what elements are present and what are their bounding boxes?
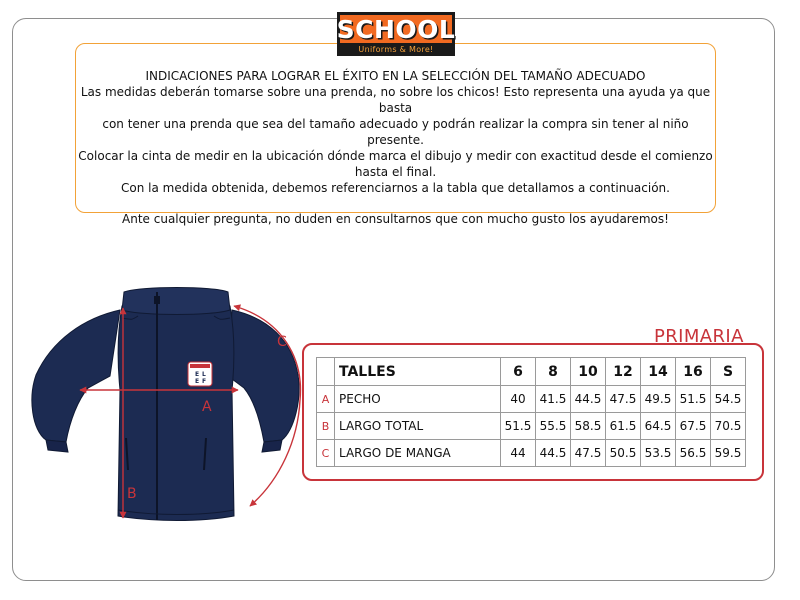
row-value: 59.5 (711, 440, 746, 467)
row-value: 44.5 (571, 386, 606, 413)
row-name: PECHO (335, 386, 501, 413)
school-logo (337, 12, 455, 56)
logo-main (337, 12, 455, 43)
instructions-line: con tener una prenda que sea del tamaño adecuado y podrán realizar la compra sin tener al niño presente. (102, 117, 689, 147)
logo-title: SCHOOL (336, 14, 456, 44)
table-row (317, 386, 746, 413)
row-value: 41.5 (536, 386, 571, 413)
label-c: C (277, 334, 287, 350)
label-b: B (127, 486, 137, 502)
jacket-diagram (22, 280, 322, 530)
row-letter: B (317, 413, 335, 440)
row-value: 49.5 (641, 386, 676, 413)
row-value: 51.5 (676, 386, 711, 413)
jacket-collar (122, 288, 230, 315)
table-row (317, 413, 746, 440)
table-header-row (317, 358, 746, 386)
instructions-line: Las medidas deberán tomarse sobre una prenda, no sobre los chicos! Esto representa una ayuda ya que basta (80, 85, 711, 115)
badge-letter: L (202, 371, 206, 378)
row-value: 44 (501, 440, 536, 467)
header-size: 12 (606, 358, 641, 386)
row-name: LARGO TOTAL (335, 413, 501, 440)
row-letter: A (317, 386, 335, 413)
badge-letter: E (195, 371, 200, 378)
header-talles: TALLES (335, 358, 501, 386)
row-value: 64.5 (641, 413, 676, 440)
row-value: 56.5 (676, 440, 711, 467)
row-name: LARGO DE MANGA (335, 440, 501, 467)
logo-tagline: Uniforms & More! (337, 43, 455, 56)
left-sleeve (32, 310, 120, 442)
label-a: A (202, 399, 212, 415)
row-value: 53.5 (641, 440, 676, 467)
row-value: 40 (501, 386, 536, 413)
row-value: 70.5 (711, 413, 746, 440)
row-value: 44.5 (536, 440, 571, 467)
header-empty (317, 358, 335, 386)
header-size: 10 (571, 358, 606, 386)
table-title: PRIMARIA (654, 326, 744, 347)
right-sleeve (228, 310, 299, 442)
header-size: 16 (676, 358, 711, 386)
instructions-box (75, 43, 716, 226)
row-value: 47.5 (571, 440, 606, 467)
instructions-line: Con la medida obtenida, debemos referenciarnos a la tabla que detallamos a continuación. (121, 181, 670, 195)
instructions-heading: INDICACIONES PARA LOGRAR EL ÉXITO EN LA SELECCIÓN DEL TAMAÑO ADECUADO (145, 69, 646, 83)
row-letter: C (317, 440, 335, 467)
row-value: 67.5 (676, 413, 711, 440)
row-value: 50.5 (606, 440, 641, 467)
header-size: 8 (536, 358, 571, 386)
header-size: 6 (501, 358, 536, 386)
row-value: 51.5 (501, 413, 536, 440)
badge-letter: E (195, 378, 200, 385)
instructions-line: Colocar la cinta de medir en la ubicación dónde marca el dibujo y medir con exactitud desde el comienzo (78, 149, 713, 163)
row-value: 47.5 (606, 386, 641, 413)
row-value: 54.5 (711, 386, 746, 413)
badge-letter: F (202, 378, 207, 385)
size-table (316, 357, 746, 467)
header-size: 14 (641, 358, 676, 386)
instructions-line: hasta el final. (354, 165, 437, 179)
table-row (317, 440, 746, 467)
header-size: S (711, 358, 746, 386)
row-value: 55.5 (536, 413, 571, 440)
instructions-contact: Ante cualquier pregunta, no duden en consultarnos que con mucho gusto los ayudaremos! (122, 212, 669, 226)
row-value: 58.5 (571, 413, 606, 440)
row-value: 61.5 (606, 413, 641, 440)
school-badge-icon (188, 362, 212, 386)
